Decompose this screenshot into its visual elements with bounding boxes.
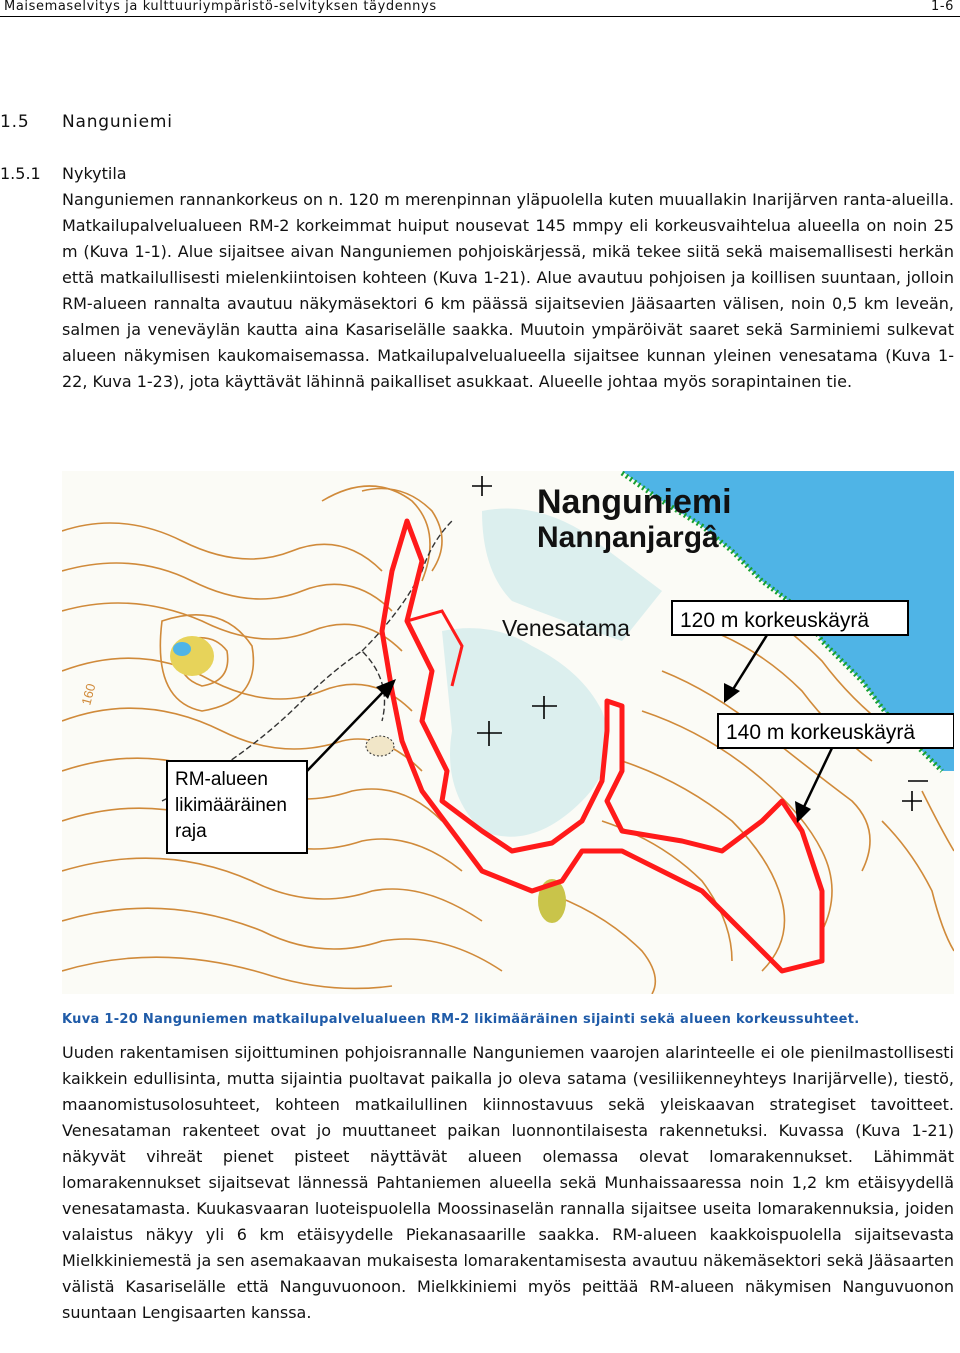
- map-figure: [62, 471, 954, 994]
- contour-140-label: 140 m korkeuskäyrä: [726, 721, 916, 744]
- topographic-map: [62, 471, 954, 994]
- rm-label-line2: likimääräinen: [175, 795, 287, 816]
- page-number: 1-6: [930, 0, 954, 14]
- marsh-patch: [170, 636, 214, 676]
- paragraph-placement: Uuden rakentamisen sijoittuminen pohjoisrannalle Nanguniemen vaarojen alarinteelle ei ole pienilmastollisesti kaikkein edullisinta, mutta sijaintia puoltavat paikalla jo oleva satama (vesiliikenneyhteys Inarijärvelle), tiestö, maanomistusolosuhteet, kohteen matkailullinen kiinnostavuus sekä yleiskaavan strategiset tavoitteet. Venesataman rakenteet ovat jo muuttaneet paikan luonnontilaisesta rakennetuksi. Kuvassa (Kuva 1-21) näkyvät vihreät pienet pisteet näyttävät alueen olemassa olevat lomarakennukset. Lähimmät lomarakennukset sijaitsevat lännessä Pahtaniemen alueella sekä Munhaissaaressa noin 1,2 km etäisyydellä venesatamasta. Kuukasvaaran luoteispuolella Moossinaselän rannalla sijaitsee useita lomarakennuksia, joiden valaistus näkyy yli 6 km etäisyydelle Piekanasaarille saakka. RM-alueen kaakkoispuolella sijaitsevasta Mielkkiniemestä ja sen asemakaavan mukaisesta lomarakentamisesta avautuu näkemäsektori sekä Jääsaarten välistä Kasariselälle että Nanguvuonoon. Mielkkiniemi myös peittää RM-alueen näkymisen Nanguvuonon suuntaan Lengisaarten kanssa.: [62, 1043, 954, 1322]
- subsection-number: 1.5.1: [0, 164, 41, 183]
- section-number: 1.5: [0, 112, 30, 132]
- pond: [173, 642, 191, 656]
- place-name-sami: Nanŋanjargâ: [537, 521, 719, 554]
- contour-number: 160: [78, 681, 99, 707]
- figure-caption: Kuva 1-20 Nanguniemen matkailupalvelualueen RM-2 likimääräinen sijainti sekä alueen korkeussuhteet.: [62, 1012, 860, 1027]
- section-title: Nanguniemi: [62, 112, 173, 132]
- subsection-heading: [0, 164, 127, 183]
- sand-area: [366, 736, 394, 756]
- document-title: Maisemaselvitys ja kulttuuriympäristö-selvityksen täydennys: [4, 0, 437, 14]
- paragraph-intro: Nanguniemen rannankorkeus on n. 120 m merenpinnan yläpuolella kuten muuallakin Inarijärven ranta-alueilla. Matkailupalvelualueen RM-2 korkeimmat huiput nousevat 145 mmpy eli korkeusvaihtelua alueella on noin 25 m (Kuva 1-1). Alue sijaitsee aivan Nanguniemen pohjoiskärjessä, mikä tekee siitä sekä maisemallisesti herkän että matkailullisesti mielenkiintoisen kohteen (Kuva 1-21). Alue avautuu pohjoisen ja koillisen suuntaan, jolloin RM-alueen rannalta avautuu näkymäsektori 6 km päässä sijaitsevien Jääsaarten välisen, noin 0,5 km leveän, salmen ja veneväylän kautta aina Kasariselälle saakka. Muutoin ympäröivät saaret sekä Sarminiemi sulkevat alueen näkymisen kaukomaisemassa. Matkailupalvelualueella sijaitsee kunnan yleinen venesatama (Kuva 1-22, Kuva 1-23), jota käyttävät lähinnä paikalliset asukkaat. Alueelle johtaa myös sorapintainen tie.: [62, 190, 954, 391]
- page-header: [0, 0, 960, 17]
- subsection-title: Nykytila: [62, 164, 127, 183]
- harbour-label: Venesatama: [502, 615, 630, 641]
- rm-label-line3: raja: [175, 821, 207, 842]
- contour-120-label: 120 m korkeuskäyrä: [680, 609, 870, 632]
- section-heading: [0, 112, 173, 132]
- rm-label-line1: RM-alueen: [175, 769, 268, 790]
- place-name-finnish: Nanguniemi: [537, 483, 732, 521]
